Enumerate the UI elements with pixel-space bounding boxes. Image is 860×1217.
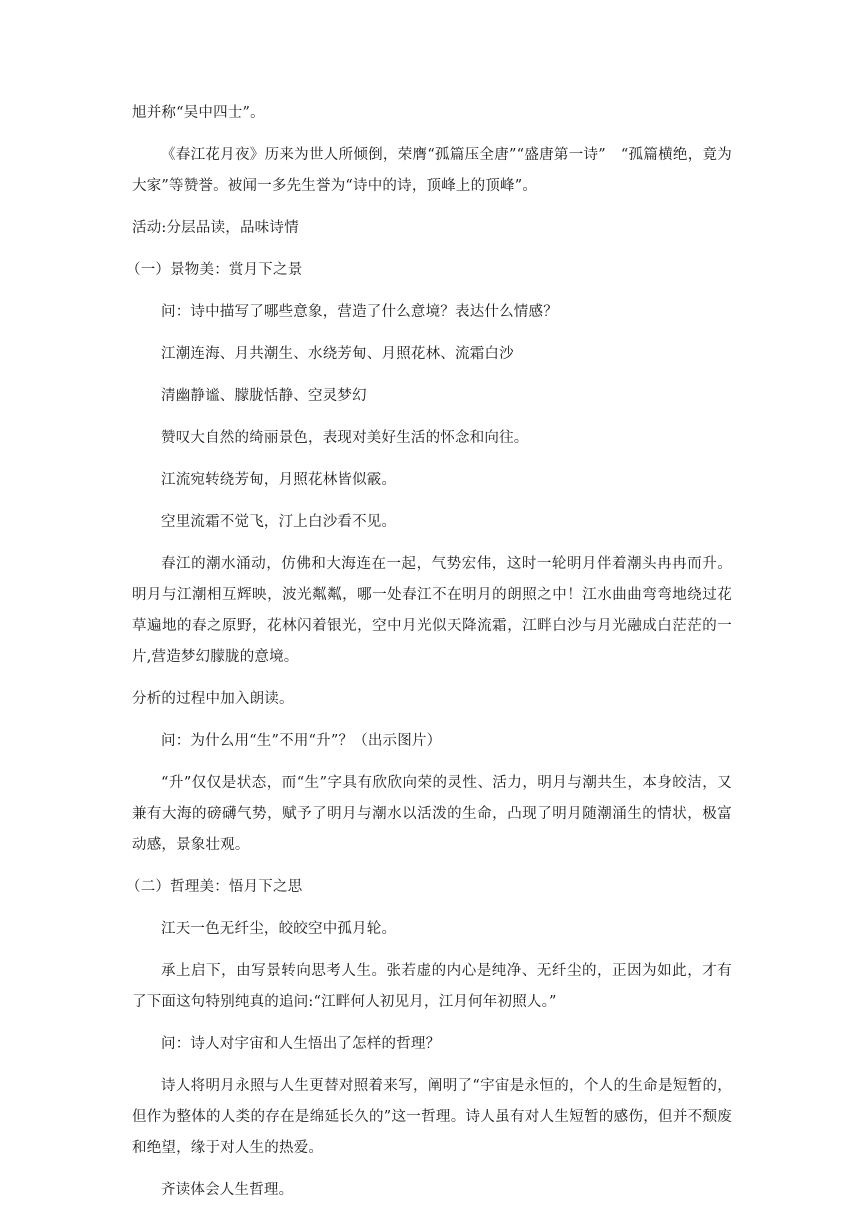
paragraph: 分析的过程中加入朗读。	[132, 691, 294, 707]
section-heading: （一）景物美：赏月下之景	[126, 262, 303, 278]
poem-line: 空里流霜不觉飞，汀上白沙看不见。	[161, 514, 397, 530]
question: 问：诗中描写了哪些意象，营造了什么意境？表达什么情感？	[161, 304, 558, 320]
question: 问：诗人对宇宙和人生悟出了怎样的哲理？	[161, 1036, 441, 1052]
paragraph: 江潮连海、月共潮生、水绕芳甸、月照花林、流霜白沙	[161, 346, 514, 362]
paragraph: 清幽静谧、朦胧恬静、空灵梦幻	[161, 388, 367, 404]
paragraph: 春江的潮水涌动，仿佛和大海连在一起，气势宏伟，这时一轮明月伴着潮头冉冉而升。明月与江潮相互辉映，波光粼粼，哪一处春江不在明月的朗照之中！江水曲曲弯弯地绕过花草遍地的春之原野，花林闪着银光，空中月光似天降流霜，江畔白沙与月光融成白茫茫的一片,营造梦幻朦胧的意境。	[132, 556, 732, 665]
document-body	[126, 98, 732, 1217]
paragraph: 赞叹大自然的绮丽景色，表现对美好生活的怀念和向往。	[161, 430, 529, 446]
poem-line: 江流宛转绕芳甸，月照花林皆似霰。	[161, 472, 397, 488]
paragraph: 《春江花月夜》历来为世人所倾倒，荣膺“孤篇压全唐”“盛唐第一诗” “孤篇横绝，竟为大家”等赞誉。被闻一多先生誉为“诗中的诗，顶峰上的顶峰”。	[132, 147, 732, 194]
activity-heading: 活动:分层品读，品味诗情	[132, 220, 299, 236]
section-heading: （二）哲理美：悟月下之思	[126, 879, 303, 895]
paragraph: 承上启下，由写景转向思考人生。张若虚的内心是纯净、无纤尘的，正因为如此，才有了下面这句特别纯真的追问:“江畔何人初见月，江月何年初照人。”	[132, 963, 732, 1010]
paragraph: “升”仅仅是状态，而“生”字具有欣欣向荣的灵性、活力，明月与潮共生，本身皎洁，又兼有大海的磅礴气势，赋予了明月与潮水以活泼的生命，凸现了明月随潮涌生的情状，极富动感，景象壮观。	[132, 775, 732, 853]
paragraph: 齐读体会人生哲理。	[161, 1182, 294, 1198]
poem-line: 江天一色无纤尘，皎皎空中孤月轮。	[161, 921, 397, 937]
paragraph: 诗人将明月永照与人生更替对照着来写，阐明了“宇宙是永恒的，个人的生命是短暂的，但作为整体的人类的存在是绵延长久的”这一哲理。诗人虽有对人生短暂的感伤，但并不颓废和绝望，缘于对人生的热爱。	[132, 1078, 732, 1156]
paragraph: 旭并称“吴中四士”。	[132, 105, 265, 121]
question: 问：为什么用“生”不用“升”？（出示图片）	[161, 733, 442, 749]
